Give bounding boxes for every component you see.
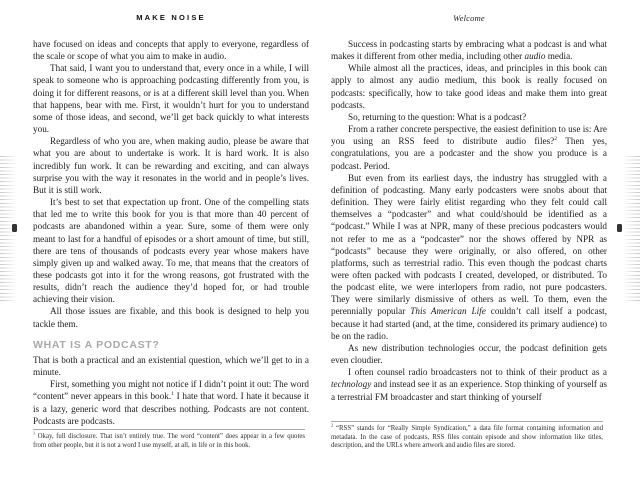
paragraph: So, returning to the question: What is a podcast?: [348, 111, 527, 122]
left-page: [33, 0, 309, 480]
page-edge-stack-right: [622, 156, 640, 303]
page-turn-right-marker-icon[interactable]: [617, 224, 622, 232]
paragraph: have focused on ideas and concepts that apply to everyone, regardless of the scale or scope of what you aim to make in audio.: [33, 39, 309, 62]
right-page: [331, 0, 607, 480]
running-header-right: Welcome: [453, 13, 485, 23]
right-page-footnote: $^2$ “RSS” stands for “Really Simple Syndication,” a data file format containing information and metadata. In the case of podcasts, RSS files contain episode and show information like titles, description, and the URLs where artwork and audio files are stored.: [331, 422, 603, 450]
paragraph: That is both a practical and an existential question, which we’ll get to in a minute.: [33, 354, 309, 378]
section-heading: WHAT IS A PODCAST?: [33, 338, 160, 351]
running-header-left: MAKE NOISE: [136, 13, 206, 22]
paragraph: First, something you might not notice if I didn’t point it out: The word “content” never appears in this book.$^1$ I hate that word. I hate it because it is a lazy, generic word that describes nothing. Podcasts are not content. Podcasts are podcasts.: [33, 379, 309, 426]
paragraph: All those issues are fixable, and this book is designed to help you tackle them.: [33, 306, 309, 329]
paragraph: I often counsel radio broadcasters not to think of their product as a technology and instead see it as an experience. Stop thinking of yourself as a terrestrial FM broadcaster and start thinking of yourself: [331, 367, 607, 402]
paragraph: As new distribution technologies occur, the podcast definition gets even cloudier.: [331, 342, 607, 366]
left-page-footnote: $^1$ Okay, full disclosure. That isn’t entirely true. The word “content” does appear in a few quotes from other people, but it is not a word I use myself, at all, in life or in this book.: [33, 430, 305, 449]
paragraph: Regardless of who you are, when making audio, please be aware that what you are about to undertake is work. It is hard work. It is also incredibly fun work. It can be rewarding and exciting, and can always surprise you with the way it resonates in the world and in people’s lives. But it is still work.: [33, 136, 309, 195]
page-turn-left-marker-icon[interactable]: [12, 224, 17, 232]
left-page-body: [33, 38, 309, 427]
paragraph: Success in podcasting starts by embracing what a podcast is and what makes it different from other media, including other audio media.: [331, 39, 607, 62]
paragraph: It’s best to set that expectation up front. One of the compelling stats that led me to write this book for you is that more than 40 percent of podcasts are abandoned within a year. Sure, some of them were only meant to last for a handful of episodes or a short amount of time, but still, there are tens of thousands of podcasts every year whose makers have simply given up and walked away. To me, that means that the creators of these podcasts got into it for the wrong reasons, got frustrated with the results, didn’t reach the audience they’d hoped for, or had trouble achieving their vision.: [33, 197, 309, 305]
right-page-body: [331, 38, 607, 403]
paragraph: From a rather concrete perspective, the easiest definition to use is: Are you using an RSS feed to distribute audio files?$^2$ Then yes, congratulations, you are a podcaster and the show you produce is a podcast. Period.: [331, 124, 607, 171]
paragraph: That said, I want you to understand that, every once in a while, I will speak to someone who is approaching podcasting differently from you, is doing it for different reasons, or is at a different skill level than you. When that happens, bear with me. First, it wouldn’t hurt for you to understand some of those ideas, and second, we’ll get back quickly to what interests you.: [33, 63, 309, 135]
paragraph: While almost all the practices, ideas, and principles in this book can apply to almost any audio medium, this book is really focused on podcasts: specifically, how to take good ideas and make them into great podcasts.: [331, 63, 607, 110]
paragraph: But even from its earliest days, the industry has struggled with a definition of podcasting. Many early podcasters were snobs about that definition. They were fairly elitist regarding who they felt could call themselves a “podcaster” and what could/should be identified as a “podcast.” While I was at NPR, many of these precious podcasters would not refer to me as a “podcaster” nor the shows offered by NPR as “podcasts” because they were originally, or also offered, on other platforms, such as terrestrial radio. This even though the podcast charts were often packed with podcasts I created, developed, or distributed. To the podcast elite, we were interlopers from radio, not pure podcasters. They were similarly dismissive of others as well. To them, even the perennially popular This American Life couldn’t call itself a podcast, because it had started (and, at the time, considered its primary audience) to be on the radio.: [331, 172, 607, 341]
